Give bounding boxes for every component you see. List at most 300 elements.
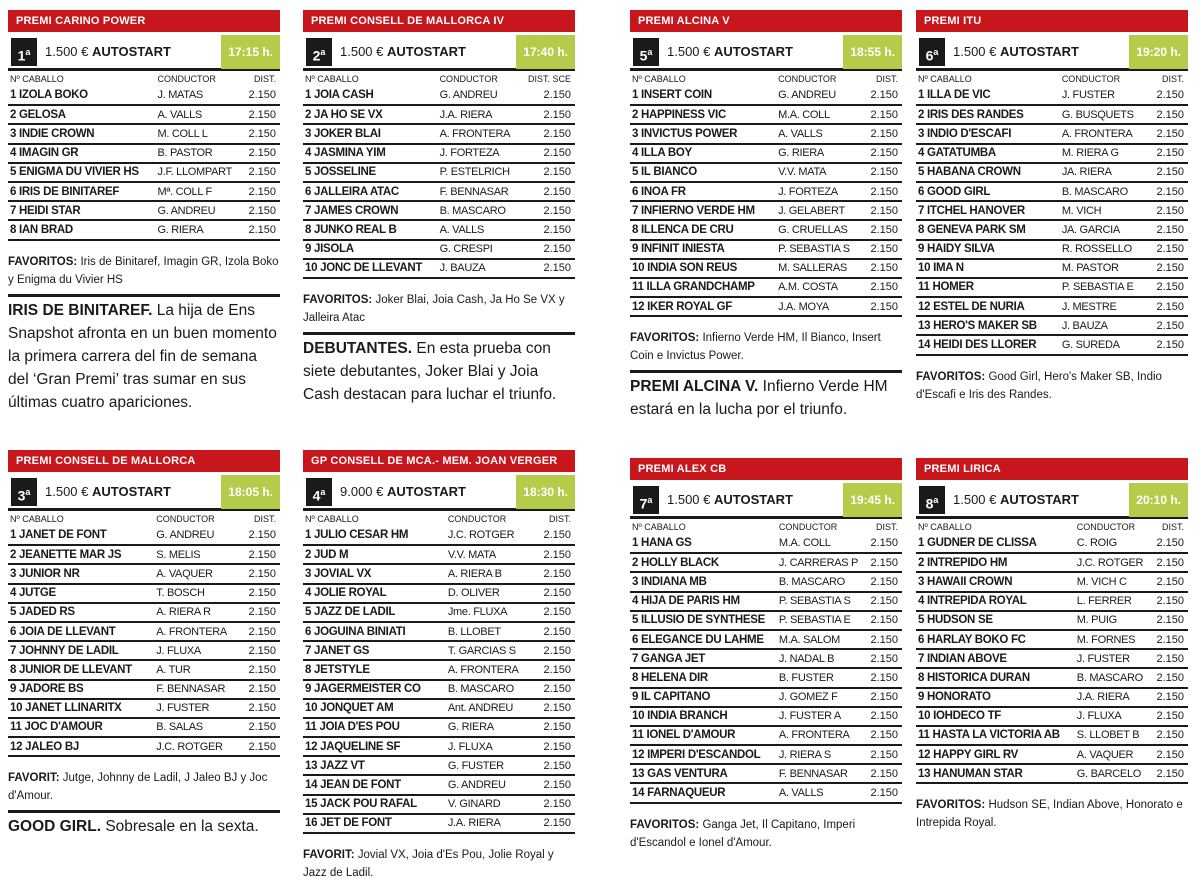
distance-cell: 2.150 — [863, 182, 902, 201]
driver-cell: A. FRONTERA — [1060, 124, 1149, 143]
driver-cell: M.A. COLL — [777, 534, 866, 553]
horse-cell — [303, 756, 446, 775]
horse-name: HAIDY SILVA — [927, 243, 995, 256]
table-header-row — [630, 71, 902, 86]
race-info-bar — [630, 35, 902, 71]
distance-cell: 2.150 — [863, 220, 902, 239]
favorites-text: Good Girl, Hero's Maker SB, Indio d'Escafi e Iris des Randes. — [916, 370, 1162, 401]
table-row — [8, 105, 280, 124]
horse-cell — [630, 707, 777, 726]
horse-cell — [303, 680, 446, 699]
favorites-text: Jutge, Johnny de Ladil, J Jaleo BJ y Joc d'Amour. — [8, 772, 268, 803]
entry-number: 14 — [918, 339, 931, 352]
table-row — [303, 737, 575, 756]
horse-name: JADORE BS — [19, 683, 84, 696]
favorites-label: FAVORITOS: — [630, 818, 700, 831]
col-horse-header: Nº CABALLO — [305, 73, 359, 84]
race-number-value: 1 — [17, 47, 26, 64]
col-driver-header: CONDUCTOR — [156, 513, 215, 524]
race-start-type: AUTOSTART — [714, 44, 793, 59]
horse-name: INTREPIDO HM — [927, 556, 1008, 569]
entry-number: 12 — [10, 740, 23, 753]
distance-cell: 2.150 — [1149, 278, 1188, 297]
horse-cell — [630, 688, 777, 707]
driver-cell: G. ANDREU — [446, 775, 535, 794]
horse-name: IRIS DE BINITAREF — [19, 185, 120, 198]
race-number — [919, 486, 945, 514]
driver-cell: M. VICH — [1060, 201, 1149, 220]
horse-cell — [303, 622, 446, 641]
horse-name: INVICTUS POWER — [641, 127, 738, 140]
horse-cell — [8, 220, 155, 239]
horse-cell — [8, 584, 154, 603]
horse-name: GANGA JET — [641, 652, 705, 665]
col-driver-header: CONDUCTOR — [778, 73, 837, 84]
table-row — [303, 718, 575, 737]
col-dist-header: DIST. — [1161, 73, 1184, 84]
entry-number: 9 — [632, 243, 639, 256]
distance-cell: 2.150 — [866, 611, 902, 630]
race-number-value: 2 — [312, 47, 321, 64]
driver-cell: G. ANDREU — [438, 86, 521, 105]
distance-cell: 2.150 — [241, 699, 280, 718]
distance-cell: 2.150 — [241, 718, 280, 737]
driver-cell: P. SEBASTIA E — [1060, 278, 1149, 297]
horse-cell — [916, 611, 1075, 630]
entry-number: 3 — [918, 127, 925, 140]
horse-name: HABANA CROWN — [927, 166, 1021, 179]
horse-cell — [630, 163, 776, 182]
table-row — [630, 630, 902, 649]
horse-name: IKER ROYAL GF — [647, 300, 733, 313]
horse-name: JOSSELINE — [314, 166, 376, 179]
horse-cell — [916, 630, 1075, 649]
entry-number: 13 — [918, 319, 931, 332]
distance-cell: 2.150 — [1149, 163, 1188, 182]
distance-cell: 2.150 — [1151, 688, 1188, 707]
horse-name: ILLENCA DE CRU — [641, 223, 734, 236]
distance-cell: 2.150 — [521, 182, 575, 201]
table-row — [630, 144, 902, 163]
entry-number: 9 — [305, 683, 312, 696]
table-row — [916, 572, 1188, 591]
entry-number: 2 — [10, 108, 17, 121]
entry-number: 5 — [918, 166, 925, 179]
table-row — [916, 220, 1188, 239]
entry-number: 13 — [918, 767, 931, 780]
entry-number: 10 — [10, 702, 23, 715]
distance-cell: 2.150 — [863, 144, 902, 163]
driver-cell: J. MATAS — [155, 86, 242, 105]
distance-cell: 2.150 — [535, 603, 575, 622]
table-row — [916, 649, 1188, 668]
race-start-type: AUTOSTART — [714, 492, 793, 507]
race-time: 19:20 h. — [1129, 35, 1188, 69]
race-number — [11, 38, 37, 66]
driver-cell: J. NADAL B — [777, 649, 866, 668]
entry-number: 11 — [632, 729, 644, 742]
table-row — [916, 534, 1188, 553]
table-row — [916, 745, 1188, 764]
horse-cell — [630, 745, 777, 764]
horse-name: HANUMAN STAR — [933, 767, 1023, 780]
horse-cell — [916, 144, 1060, 163]
entry-number: 14 — [305, 779, 318, 792]
entry-number: 3 — [918, 575, 925, 588]
distance-cell: 2.150 — [1151, 707, 1188, 726]
race-number-ordinal: a — [933, 46, 939, 57]
horse-name: GELOSA — [19, 108, 66, 121]
horse-name: HISTORICA DURAN — [927, 671, 1030, 684]
entry-number: 5 — [305, 166, 312, 179]
entry-number: 8 — [305, 663, 312, 676]
distance-cell: 2.150 — [521, 201, 575, 220]
horse-cell — [916, 745, 1075, 764]
driver-cell: M. RIERA G — [1060, 144, 1149, 163]
driver-cell: A. VALLS — [155, 105, 242, 124]
entry-number: 4 — [918, 147, 925, 160]
race-number-value: 8 — [925, 495, 934, 512]
entry-number: 6 — [10, 185, 17, 198]
driver-cell: A. VALLS — [777, 783, 866, 802]
table-row — [303, 603, 575, 622]
race-header: PREMI ALEX CB — [630, 458, 902, 480]
col-dist-header: DIST. — [875, 73, 898, 84]
driver-cell: J. FUSTER — [1075, 649, 1152, 668]
driver-cell: B. MASCARO — [1060, 182, 1149, 201]
comment-title: GOOD GIRL. — [8, 818, 101, 836]
driver-cell: G. FUSTER — [446, 756, 535, 775]
entry-number: 12 — [918, 748, 931, 761]
favorites — [8, 253, 280, 289]
horse-cell — [8, 699, 154, 718]
race-number — [11, 478, 37, 506]
horse-cell — [630, 783, 777, 802]
entry-number: 3 — [10, 127, 17, 140]
horse-name: GUDNER DE CLISSA — [927, 537, 1037, 550]
entry-number: 10 — [305, 262, 318, 275]
driver-cell: M.A. COLL — [776, 105, 863, 124]
race-number-ordinal: a — [25, 46, 31, 57]
distance-cell: 2.150 — [521, 105, 575, 124]
entry-number: 1 — [10, 89, 17, 102]
driver-cell: T. BOSCH — [154, 584, 241, 603]
favorites — [630, 816, 902, 852]
horse-name: INDIO D'ESCAFI — [927, 127, 1012, 140]
horse-name: JUTGE — [19, 587, 56, 600]
horse-cell — [916, 182, 1060, 201]
distance-cell: 2.150 — [1151, 534, 1188, 553]
horse-name: JEANETTE MAR JS — [19, 548, 122, 561]
table-row — [916, 182, 1188, 201]
driver-cell: M. PUIG — [1075, 611, 1152, 630]
distance-cell: 2.150 — [1151, 611, 1188, 630]
driver-cell: J.A. MOYA — [776, 297, 863, 316]
table-row — [630, 668, 902, 687]
horse-cell — [8, 737, 154, 756]
entry-number: 11 — [10, 721, 22, 734]
horse-cell — [916, 316, 1060, 335]
driver-cell: G. BUSQUETS — [1060, 105, 1149, 124]
distance-cell: 2.150 — [241, 660, 280, 679]
driver-cell: G. ANDREU — [155, 201, 242, 220]
table-row — [630, 163, 902, 182]
race-prize — [659, 44, 843, 59]
favorites — [916, 796, 1188, 832]
horse-name: JUD M — [314, 548, 349, 561]
driver-cell: A. VALLS — [776, 124, 863, 143]
driver-cell: G. RIERA — [446, 718, 535, 737]
entry-number: 9 — [305, 243, 312, 256]
horse-name: JADED RS — [19, 606, 75, 619]
horse-cell — [630, 553, 777, 572]
horse-cell — [630, 649, 777, 668]
horse-cell — [8, 660, 154, 679]
distance-cell: 2.150 — [521, 240, 575, 259]
race-info-bar — [630, 483, 902, 519]
entry-number: 7 — [10, 644, 17, 657]
race-start-type: AUTOSTART — [387, 44, 466, 59]
race-number-value: 6 — [925, 47, 934, 64]
driver-cell: B. MASCARO — [777, 572, 866, 591]
horse-cell — [630, 611, 777, 630]
table-row — [916, 316, 1188, 335]
entry-number: 5 — [305, 606, 312, 619]
horse-name: JISOLA — [314, 243, 354, 256]
table-row — [8, 220, 280, 239]
horse-cell — [630, 259, 776, 278]
horse-cell — [916, 86, 1060, 105]
race-block-4 — [303, 450, 575, 882]
col-horse-header: Nº CABALLO — [632, 73, 686, 84]
driver-cell: A. VALLS — [438, 220, 521, 239]
race-header: PREMI CARINO POWER — [8, 10, 280, 32]
col-dist-header: DIST. — [875, 521, 898, 532]
table-header-row — [8, 71, 280, 86]
table-row — [916, 553, 1188, 572]
driver-cell: A. VAQUER — [1075, 745, 1152, 764]
table-row — [630, 553, 902, 572]
horse-name: JANET GS — [314, 644, 370, 657]
horse-name: INDIA BRANCH — [647, 710, 728, 723]
horse-cell — [303, 144, 438, 163]
horse-name: INSERT COIN — [641, 89, 712, 102]
driver-cell: J.F. LLOMPART — [155, 163, 242, 182]
driver-cell: J.A. RIERA — [1075, 688, 1152, 707]
distance-cell: 2.150 — [1151, 592, 1188, 611]
entry-number: 6 — [918, 185, 925, 198]
table-row — [303, 163, 575, 182]
entry-number: 8 — [918, 223, 925, 236]
horse-cell — [303, 603, 446, 622]
comment-text: Infierno Verde HM estará en la lucha por el triunfo. — [630, 378, 888, 419]
horse-name: JOGUINA BINIATI — [314, 625, 406, 638]
horse-cell — [303, 124, 438, 143]
table-row — [303, 259, 575, 278]
horse-name: JALLEIRA ATAC — [314, 185, 399, 198]
race-block-3 — [8, 450, 280, 838]
horse-name: JAGERMEISTER CO — [314, 683, 421, 696]
race-time: 18:30 h. — [516, 475, 575, 509]
col-driver-header: CONDUCTOR — [447, 513, 507, 524]
table-row — [630, 534, 902, 553]
table-row — [916, 688, 1188, 707]
prize-amount: 1.500 € — [953, 492, 997, 507]
driver-cell: J. FUSTER — [154, 699, 241, 718]
entry-number: 7 — [918, 652, 925, 665]
favorites-label: FAVORITOS: — [630, 332, 700, 345]
driver-cell: A. FRONTERA — [154, 622, 241, 641]
table-row — [916, 144, 1188, 163]
distance-cell: 2.150 — [1151, 553, 1188, 572]
horse-cell — [8, 201, 155, 220]
driver-cell: B. PASTOR — [155, 144, 242, 163]
driver-cell: D. OLIVER — [446, 584, 535, 603]
horse-cell — [630, 726, 777, 745]
table-row — [916, 630, 1188, 649]
entry-number: 12 — [632, 748, 645, 761]
table-row — [630, 726, 902, 745]
distance-cell: 2.150 — [521, 220, 575, 239]
horse-cell — [916, 726, 1075, 745]
horse-cell — [916, 592, 1075, 611]
race-header: GP CONSELL DE MCA.- MEM. JOAN VERGER — [303, 450, 575, 472]
table-row — [630, 105, 902, 124]
table-row — [8, 564, 280, 583]
table-row — [8, 144, 280, 163]
horse-cell — [303, 814, 446, 833]
distance-cell: 2.150 — [535, 718, 575, 737]
entry-number: 1 — [305, 529, 312, 542]
entry-number: 4 — [10, 587, 17, 600]
driver-cell: F. BENNASAR — [154, 680, 241, 699]
comment-title: IRIS DE BINITAREF. — [8, 301, 153, 319]
table-row — [630, 649, 902, 668]
driver-cell: J. FLUXA — [154, 641, 241, 660]
table-row — [916, 124, 1188, 143]
table-row — [303, 775, 575, 794]
distance-cell: 2.150 — [866, 707, 902, 726]
table-row — [630, 745, 902, 764]
entry-number: 13 — [632, 767, 645, 780]
horse-cell — [916, 259, 1060, 278]
table-row — [916, 592, 1188, 611]
horse-cell — [630, 534, 777, 553]
entry-number: 6 — [632, 185, 639, 198]
distance-cell: 2.150 — [243, 220, 280, 239]
table-row — [303, 660, 575, 679]
horse-name: IRIS DES RANDES — [927, 108, 1024, 121]
col-dist-header: DIST. — [253, 73, 276, 84]
race-start-type: AUTOSTART — [387, 484, 466, 499]
entry-number: 6 — [918, 633, 925, 646]
driver-cell: M. COLL L — [155, 124, 242, 143]
entry-number: 10 — [918, 262, 931, 275]
entry-number: 8 — [632, 223, 639, 236]
race-start-type: AUTOSTART — [92, 44, 171, 59]
entry-number: 12 — [632, 300, 645, 313]
distance-cell: 2.150 — [866, 783, 902, 802]
horse-cell — [916, 668, 1075, 687]
table-row — [303, 144, 575, 163]
distance-cell: 2.150 — [535, 622, 575, 641]
horse-cell — [303, 86, 438, 105]
entry-number: 4 — [305, 147, 312, 160]
table-row — [8, 182, 280, 201]
distance-cell: 2.150 — [1149, 316, 1188, 335]
horse-cell — [8, 545, 154, 564]
race-block-5 — [630, 10, 902, 421]
race-info-bar — [8, 35, 280, 71]
horse-cell — [303, 737, 446, 756]
horse-name: INFINIT INIESTA — [641, 243, 725, 256]
entry-number: 16 — [305, 817, 318, 830]
horse-cell — [303, 775, 446, 794]
distance-cell: 2.150 — [241, 603, 280, 622]
col-driver-header: CONDUCTOR — [157, 73, 216, 84]
entry-number: 8 — [918, 671, 925, 684]
driver-cell: A. RIERA B — [446, 564, 535, 583]
favorites-text: Jovial VX, Joia d'Es Pou, Jolie Royal y Jazz de Ladil. — [303, 849, 554, 879]
horse-name: JOIA CASH — [314, 89, 374, 102]
driver-cell: J.A. RIERA — [438, 105, 521, 124]
race-start-type: AUTOSTART — [1000, 44, 1079, 59]
race-prize — [332, 484, 516, 499]
distance-cell: 2.150 — [1149, 182, 1188, 201]
horse-name: JEAN DE FONT — [320, 779, 401, 792]
distance-cell: 2.150 — [866, 649, 902, 668]
horse-name: IONEL D'AMOUR — [646, 729, 736, 742]
horse-name: JAQUELINE SF — [320, 740, 401, 753]
horse-name: HAPPINESS VIC — [641, 108, 726, 121]
driver-cell: J.C. ROTGER — [446, 526, 535, 545]
distance-cell: 2.150 — [866, 726, 902, 745]
col-horse-header: Nº CABALLO — [632, 521, 686, 532]
entry-number: 10 — [918, 710, 931, 723]
horse-cell — [303, 718, 446, 737]
horse-cell — [8, 564, 154, 583]
distance-cell: 2.150 — [521, 86, 575, 105]
table-row — [8, 124, 280, 143]
distance-cell: 2.150 — [243, 201, 280, 220]
horse-name: HUDSON SE — [927, 614, 993, 627]
distance-cell: 2.150 — [1151, 572, 1188, 591]
distance-cell: 2.150 — [243, 144, 280, 163]
horse-name: ILLA BOY — [641, 147, 692, 160]
entry-number: 1 — [632, 537, 639, 550]
horse-name: JETSTYLE — [314, 663, 370, 676]
entry-number: 7 — [632, 652, 639, 665]
favorites-text: Iris de Binitaref, Imagin GR, Izola Boko y Enigma du Vivier HS — [8, 255, 279, 286]
driver-cell: G. CRESPI — [438, 240, 521, 259]
horse-name: HONORATO — [927, 691, 991, 704]
distance-cell: 2.150 — [1149, 201, 1188, 220]
comment-text: La hija de Ens Snapshot afronta en un buen momento la primera carrera del fin de semana del ‘Gran Premi’ tras sumar en sus últimas cuatro apariciones. — [8, 301, 277, 411]
horse-name: JANET LLINARITX — [25, 702, 122, 715]
horse-name: GAS VENTURA — [647, 767, 728, 780]
driver-cell: J. MESTRE — [1060, 297, 1149, 316]
col-horse-header: Nº CABALLO — [305, 513, 359, 524]
entry-number: 9 — [10, 683, 17, 696]
entry-number: 11 — [632, 281, 644, 294]
entry-number: 2 — [918, 556, 925, 569]
distance-cell: 2.150 — [521, 144, 575, 163]
entry-number: 10 — [632, 262, 645, 275]
horse-cell — [630, 124, 776, 143]
horse-cell — [303, 182, 438, 201]
table-row — [916, 611, 1188, 630]
favorites-text: Infierno Verde HM, Il Bianco, Insert Coin e Invictus Power. — [630, 332, 881, 363]
